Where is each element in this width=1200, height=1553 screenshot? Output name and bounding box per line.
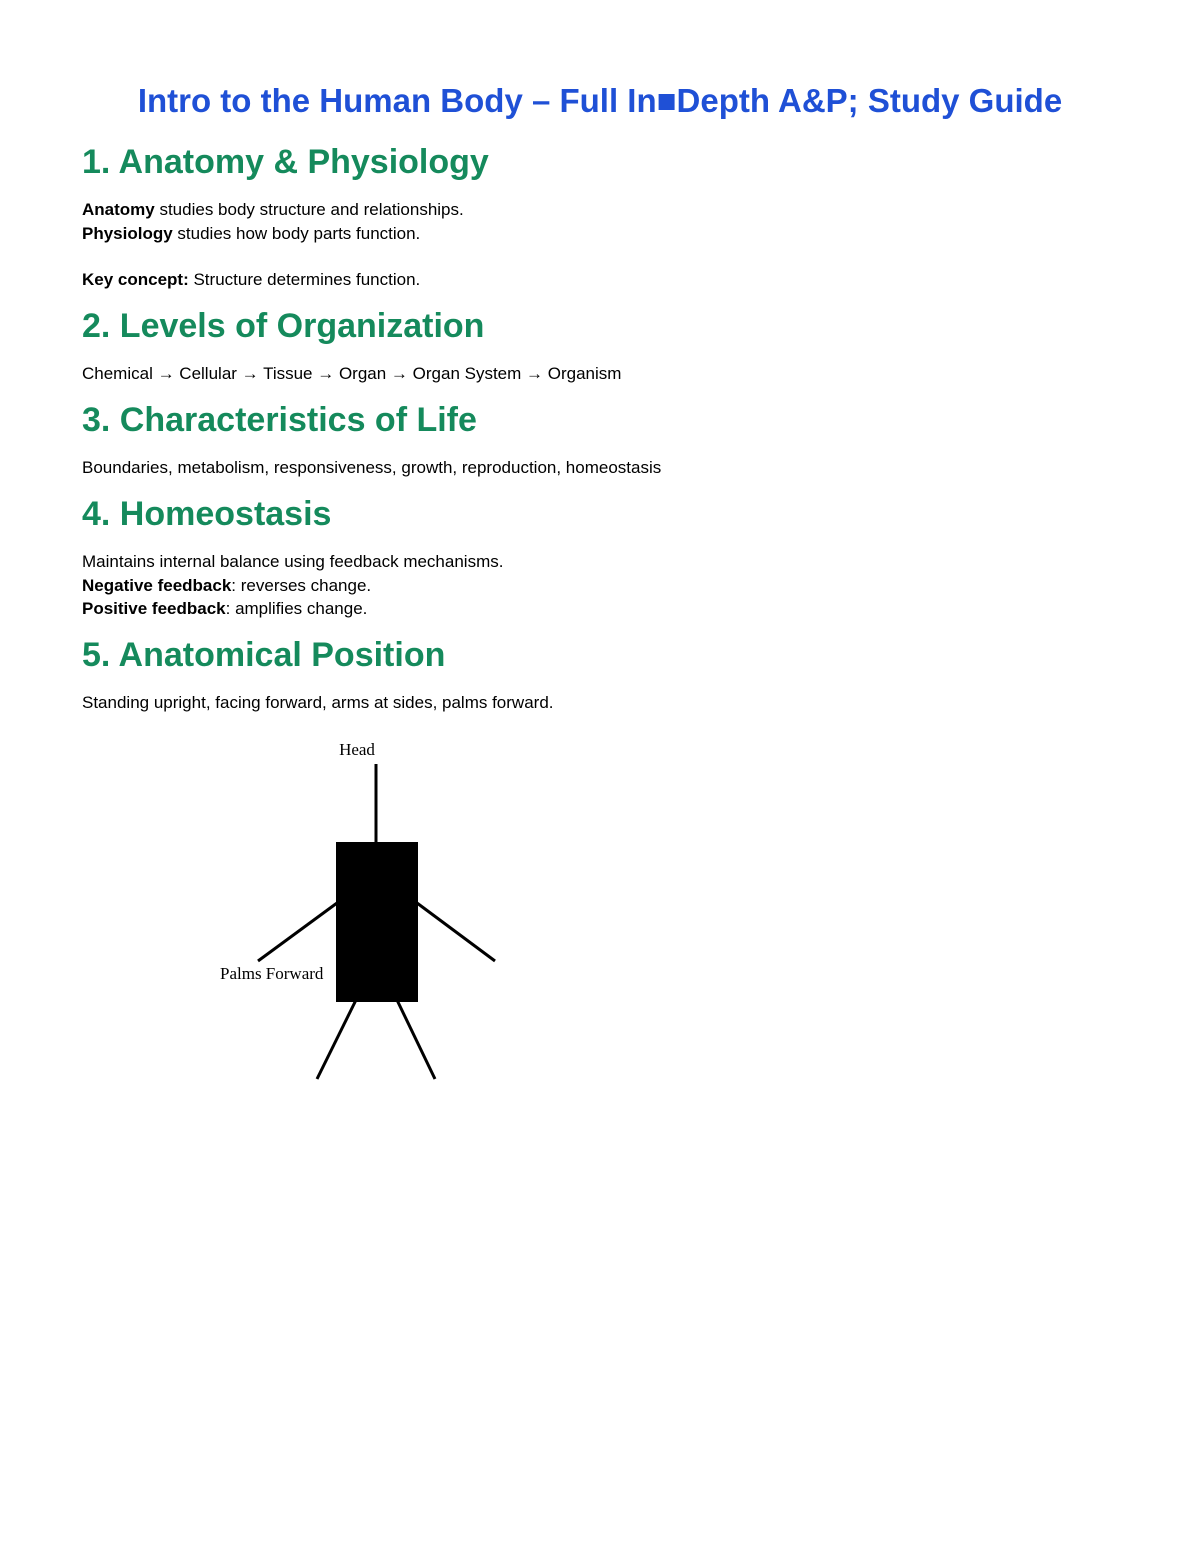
key-concept-label: Key concept:: [82, 270, 189, 289]
right-leg-line: [397, 1000, 435, 1079]
levels-text: Chemical → Cellular → Tissue → Organ → Organ System → Organism: [82, 364, 622, 383]
head-label: Head: [339, 740, 375, 759]
anatomy-definition: studies body structure and relationships.: [154, 200, 464, 219]
section-heading: 3. Characteristics of Life: [82, 401, 477, 439]
negative-feedback-definition: : reverses change.: [231, 575, 372, 595]
homeostasis-text: Maintains internal balance using feedback mechanisms.: [82, 552, 504, 571]
left-arm-line: [258, 903, 337, 961]
torso-rect: [336, 842, 418, 1002]
characteristics-text: Boundaries, metabolism, responsiveness, growth, reproduction, homeostasis: [82, 458, 662, 477]
section-heading: 2. Levels of Organization: [82, 307, 485, 345]
section-heading: 1. Anatomy & Physiology: [82, 143, 489, 181]
section-heading: 4. Homeostasis: [82, 495, 332, 533]
positive-feedback-term: Positive feedback: [82, 599, 226, 618]
key-concept-text: Structure determines function.: [188, 270, 421, 289]
left-leg-line: [317, 1000, 356, 1079]
physiology-term: Physiology: [82, 223, 173, 243]
right-arm-line: [417, 903, 495, 961]
anatomy-term: Anatomy: [82, 200, 155, 219]
positive-feedback-definition: : amplifies change.: [225, 599, 368, 618]
page-title: Intro to the Human Body – Full In■Depth A&P; Study Guide: [137, 82, 1063, 119]
anatomical-position-text: Standing upright, facing forward, arms at sides, palms forward.: [82, 693, 554, 712]
negative-feedback-term: Negative feedback: [82, 575, 232, 595]
section-heading: 5. Anatomical Position: [82, 636, 446, 674]
physiology-definition: studies how body parts function.: [172, 223, 421, 243]
palms-forward-label: Palms Forward: [220, 964, 324, 983]
